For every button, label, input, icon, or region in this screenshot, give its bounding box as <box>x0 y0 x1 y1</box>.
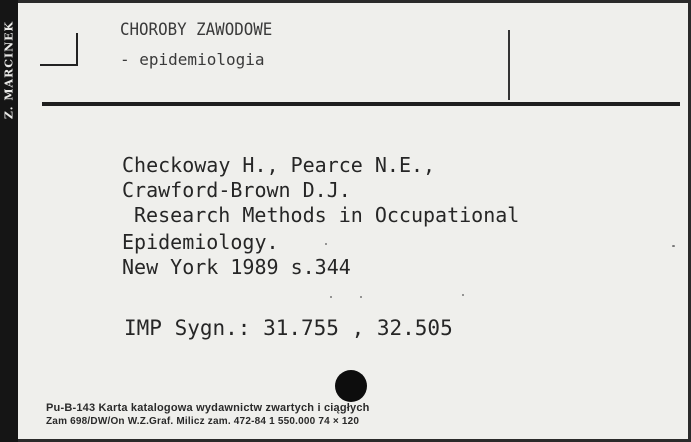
paper-speck <box>360 296 362 298</box>
punch-hole <box>335 370 367 402</box>
entry-title-line-1: Research Methods in Occupational <box>134 203 520 227</box>
footer-form-line-2: Zam 698/DW/On W.Z.Graf. Milicz zam. 472-84 1 550.000 74 × 120 <box>46 416 360 427</box>
subject-heading: CHOROBY ZAWODOWE <box>120 20 273 40</box>
header-divider-vertical <box>508 30 510 100</box>
corner-bracket-horizontal <box>40 64 78 66</box>
corner-bracket-vertical <box>76 33 78 66</box>
entry-authors-line-1: Checkoway H., Pearce N.E., <box>122 153 436 177</box>
call-number-signature: IMP Sygn.: 31.755 , 32.505 <box>124 316 453 340</box>
subject-subheading: - epidemiologia <box>120 50 265 69</box>
edge-label: Z. MARCINEK <box>2 20 16 120</box>
footer-form-line-1: Pu-B-143 Karta katalogowa wydawnictw zwartych i ciągłych <box>46 402 370 414</box>
card-top-border <box>18 0 691 3</box>
entry-authors-line-2: Crawford-Brown D.J. <box>122 178 351 202</box>
entry-title-line-2: Epidemiology. <box>122 230 279 254</box>
entry-imprint: New York 1989 s.344 <box>122 255 351 279</box>
paper-speck <box>462 294 464 296</box>
card-edge-strip <box>0 0 18 442</box>
paper-speck <box>672 245 675 247</box>
paper-speck <box>325 243 327 245</box>
header-rule <box>42 102 680 106</box>
paper-speck <box>330 296 332 298</box>
